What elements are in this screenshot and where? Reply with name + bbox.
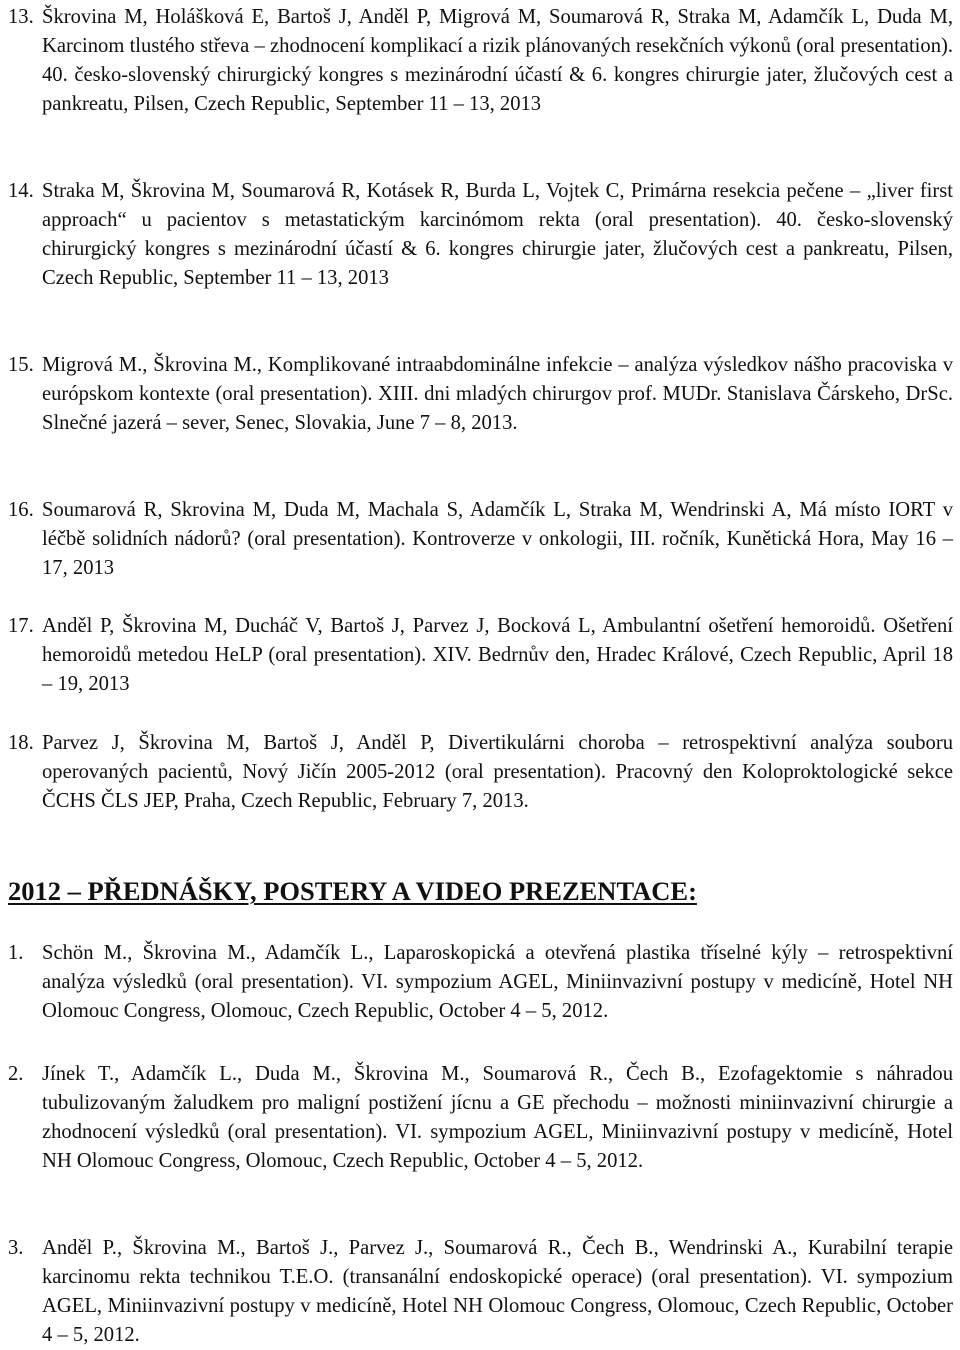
reference-text: Migrová M., Škrovina M., Komplikované intraabdominálne infekcie – analýza výsledkov nášho pracoviska v európskom kontexte (oral presentation). XIII. dni mladých chirurgov prof. MUDr. Stanislava Čárskeho, DrSc. Slnečné jazerá – sever, Senec, Slovakia, June 7 – 8, 2013. bbox=[42, 354, 953, 434]
reference-entry-18 bbox=[8, 729, 953, 816]
reference-number: 17. bbox=[8, 615, 34, 637]
reference-text: Parvez J, Škrovina M, Bartoš J, Anděl P, Divertikulárni choroba – retrospektivní analýza souboru operovaných pacientů, Nový Jičín 2005-2012 (oral presentation). Pracovný den Koloproktologické sekce ČCHS ČLS JEP, Praha, Czech Republic, February 7, 2013. bbox=[42, 732, 953, 812]
presentation-entry-1 bbox=[8, 939, 953, 1026]
reference-entry-14 bbox=[8, 177, 953, 293]
reference-number: 16. bbox=[8, 499, 34, 521]
reference-entry-13 bbox=[8, 3, 953, 119]
reference-number: 15. bbox=[8, 354, 34, 376]
reference-number: 18. bbox=[8, 732, 34, 754]
reference-entry-17 bbox=[8, 612, 953, 699]
reference-number: 14. bbox=[8, 180, 34, 202]
reference-number: 2. bbox=[8, 1063, 24, 1085]
reference-entry-16 bbox=[8, 496, 953, 583]
section-heading-2012: 2012 – PŘEDNÁŠKY, POSTERY A VIDEO PREZENTACE: bbox=[8, 876, 697, 906]
reference-text: Anděl P, Škrovina M, Ducháč V, Bartoš J, Parvez J, Bocková L, Ambulantní ošetření hemoroidů. Ošetření hemoroidů metedou HeLP (oral presentation). XIV. Bedrnův den, Hradec Králové, Czech Republic, April 18 – 19, 2013 bbox=[42, 615, 953, 695]
presentation-entry-3 bbox=[8, 1234, 953, 1350]
reference-number: 3. bbox=[8, 1237, 24, 1259]
reference-text: Anděl P., Škrovina M., Bartoš J., Parvez J., Soumarová R., Čech B., Wendrinski A., Kurabilní terapie karcinomu rekta technikou T.E.O. (transanální endoskopické operace) (oral presentation). VI. sympozium AGEL, Miniinvazivní postupy v medicíně, Hotel NH Olomouc Congress, Olomouc, Czech Republic, October 4 – 5, 2012. bbox=[42, 1237, 953, 1346]
reference-text: Soumarová R, Skrovina M, Duda M, Machala S, Adamčík L, Straka M, Wendrinski A, Má místo IORT v léčbě solidních nádorů? (oral presentation). Kontroverze v onkologii, III. ročník, Kunětická Hora, May 16 – 17, 2013 bbox=[42, 499, 953, 579]
reference-text: Straka M, Škrovina M, Soumarová R, Kotásek R, Burda L, Vojtek C, Primárna resekcia pečene – „liver first approach“ u pacientov s metastatickým karcinómom rekta (oral presentation). 40. česko-slovenský chirurgický kongres s mezinárodní účastí & 6. kongres chirurgie jater, žlučových cest a pankreatu, Pilsen, Czech Republic, September 11 – 13, 2013 bbox=[42, 180, 953, 289]
reference-entry-15 bbox=[8, 351, 953, 438]
reference-number: 13. bbox=[8, 6, 34, 28]
presentation-entry-2 bbox=[8, 1060, 953, 1176]
reference-text: Schön M., Škrovina M., Adamčík L., Laparoskopická a otevřená plastika tříselné kýly – retrospektivní analýza výsledků (oral presentation). VI. sympozium AGEL, Miniinvazivní postupy v medicíně, Hotel NH Olomouc Congress, Olomouc, Czech Republic, October 4 – 5, 2012. bbox=[42, 942, 953, 1022]
reference-number: 1. bbox=[8, 942, 24, 964]
reference-text: Jínek T., Adamčík L., Duda M., Škrovina M., Soumarová R., Čech B., Ezofagektomie s náhradou tubulizovaným žaludkem pro maligní postižení jícnu a GE přechodu – možnosti miniinvazivní chirurgie a zhodnocení výsledků (oral presentation). VI. sympozium AGEL, Miniinvazivní postupy v medicíně, Hotel NH Olomouc Congress, Olomouc, Czech Republic, October 4 – 5, 2012. bbox=[42, 1063, 953, 1172]
reference-text: Škrovina M, Holášková E, Bartoš J, Anděl P, Migrová M, Soumarová R, Straka M, Adamčík L, Duda M, Karcinom tlustého střeva – zhodnocení komplikací a rizik plánovaných resekčních výkonů (oral presentation). 40. česko-slovenský chirurgický kongres s mezinárodní účastí & 6. kongres chirurgie jater, žlučových cest a pankreatu, Pilsen, Czech Republic, September 11 – 13, 2013 bbox=[42, 6, 953, 115]
